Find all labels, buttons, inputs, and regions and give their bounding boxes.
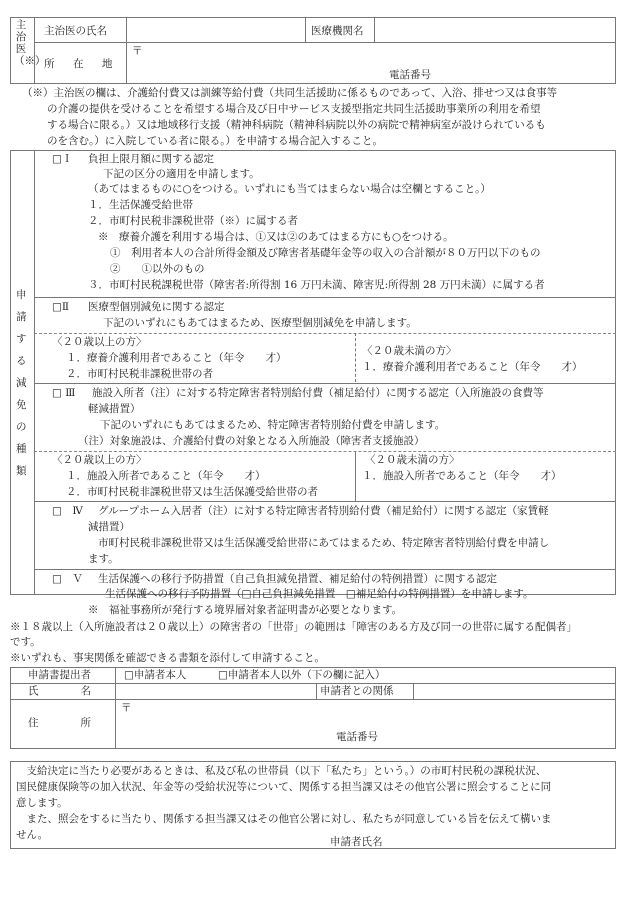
consent-line: 国民健康保険等の加入状況、年金等の受給状況等について、関係する担当課又はその他官公署に照会することに同 [16,781,552,793]
section5-note: ※ 福祉事務所が発行する境界層対象者証明書が必要となります。 [88,604,403,616]
consent-line: せん。 [16,829,49,841]
divider [34,333,616,334]
submitter-self-checkbox[interactable]: □申請者本人 [124,669,187,681]
side-char: 種 [16,443,27,455]
submitter-phone-label: 電話番号 [336,731,378,743]
note-line: ※１８歳以上（入所施設者は２０歳以上）の障害者の「世帯」の範囲は「障害のある方及び同一の世帯に属する配偶者」 [10,621,577,633]
submitter-other-checkbox[interactable]: □申請者本人以外（下の欄に記入） [218,669,386,681]
section2-adult-heading: 〈２０歳以上の方〉 [52,336,147,348]
side-char: 免 [16,399,27,411]
section1-option-2[interactable]: ２．市町村民税非課税世帯（※）に属する者 [88,215,298,227]
side-char: の [16,421,27,433]
side-char: す [16,333,27,345]
section3-adult-heading: 〈２０歳以上の方〉 [52,454,147,466]
signature-label: 申請者氏名 [330,836,383,848]
reduction-side-label [16,288,30,486]
submitter-name-label: 氏 名 [28,685,91,697]
section3-adult-item[interactable]: ２．市町村民税非課税世帯又は生活保護受給世帯の者 [66,486,318,498]
doctor-name-label: 主治医の氏名 [44,25,107,37]
signature-field[interactable] [390,833,610,847]
section4-title-cont: 減措置） [88,521,130,533]
doctor-note-line: の介護の提供を受けることを希望する場合及び日中サービス支援型指定共同生活援助事業所の利用を希望 [47,103,541,115]
section4-checkbox[interactable]: □ Ⅳ [52,505,83,517]
divider [34,17,35,84]
section3-title-cont: 軽減措置） [88,403,141,415]
note-line: です。 [10,636,41,648]
divider [34,451,616,452]
section3-desc: 下記のいずれにもあてはまるため、特定障害者特別給付費を申請します。 [100,419,446,431]
consent-line: また、照会をするに当たり、関係する担当課又はその他官公署に対し、私たちが同意している旨を伝えて構いま [16,813,552,825]
section2-adult-item[interactable]: １．療養介護利用者であること（年令 才） [66,352,287,364]
divider [316,683,317,699]
institution-field[interactable] [375,18,615,41]
section3-child-item[interactable]: １．施設入所者であること（年令 才） [362,470,562,482]
submitter-label: 申請書提出者 [28,669,91,681]
consent-line: 支給決定に当たり必要があるときは、私及び私の世帯員（以下「私たち」という。）の市町村民税の課税状況、 [16,765,547,777]
section2-child-item[interactable]: １．療養介護利用者であること（年令 才） [362,361,583,373]
section1-title: 負担上限月額に関する認定 [88,153,214,165]
section2-desc: 下記のいずれにもあてはまるため、医療型個別減免を申請します。 [103,317,417,329]
section1-suboption-2[interactable]: ② ①以外のもの [110,263,205,275]
section4-desc-cont: ます。 [88,553,119,565]
side-char: 申 [16,289,27,301]
doctor-note-line: する場合に限る。）又は地域移行支援（精神科病院（精神科病院以外の病院で精神病室が設けられているも [47,119,546,131]
divider [34,297,616,298]
section3-note: （注）対象施設は、介護給付費の対象となる入所施設（障害者支援施設） [78,435,425,447]
divider [355,333,356,382]
side-char: る [16,355,27,367]
section2-title: 医療型個別減免に関する認定 [88,301,225,313]
section3-title: 施設入所者（注）に対する特定障害者特別給付費（補足給付）に関する認定（入所施設の食費等 [92,387,544,399]
section3-adult-item[interactable]: １．施設入所者であること（年令 才） [66,470,266,482]
consent-line: 意します。 [16,797,68,809]
postal-mark: 〒 [132,45,143,57]
doctor-phone-label: 電話番号 [389,69,431,81]
relation-field[interactable] [414,684,615,698]
section2-adult-item[interactable]: ２．市町村民税非課税世帯の者 [66,368,213,380]
doctor-note-line: のを含む。）に入院している者に限る。）を申請する場合記入すること。 [47,135,383,147]
section4-title: グループホーム入居者（注）に対する特定障害者特別給付費（補足給付）に関する認定（家賃軽 [98,505,549,517]
submitter-name-field[interactable] [116,684,315,698]
divider [305,17,306,42]
side-char: 請 [16,311,27,323]
side-char: 類 [16,465,27,477]
doctor-address-label: 所 在 地 [44,58,117,70]
submitter-address-label: 住 所 [28,717,91,729]
section3-checkbox[interactable]: □ Ⅲ [52,387,76,399]
section4-desc: 市町村民税非課税世帯又は生活保護受給世帯にあてはまるため、特定障害者特別給付費を申請し [98,537,550,549]
section3-child-heading: 〈２０歳未満の方〉 [365,454,460,466]
section2-checkbox[interactable]: □Ⅱ [52,301,70,313]
section1-option-1[interactable]: １．生活保護受給世帯 [88,199,193,211]
doctor-name-field[interactable] [127,18,304,41]
doctor-address-field[interactable] [127,43,615,83]
submitter-postal-mark: 〒 [121,702,132,714]
divider [34,383,616,384]
section1-suboption-1[interactable]: ① 利用者本人の合計所得金額及び障害者基礎年金等の収入の合計額が８０万円以下のもの [110,247,541,259]
divider [355,451,356,501]
section1-line: （あてはまるものに○をつける。いずれにも当てはまらない場合は空欄とすること。） [88,183,491,195]
divider [34,569,616,570]
section1-checkbox[interactable]: □Ｉ [52,153,73,165]
doctor-note-line: （※）主治医の欄は、介護給付費又は訓練等給付費（共同生活援助に係るものであって、入浴、排せつ又は食事等 [22,87,558,99]
section5-desc: 生活保護への移行予防措置（□自己負担減免措置 □補足給付の特例措置）を申請します。 [105,588,534,600]
section5-title: 生活保護への移行予防措置（自己負担減免措置、補足給付の特例措置）に関する認定 [98,573,497,585]
institution-label: 医療機関名 [311,25,364,37]
section5-checkbox[interactable]: □ Ｖ [52,573,83,585]
note-line: ※いずれも、事実関係を確認できる書類を添付して申請すること。 [10,652,325,664]
doctor-side-label: 主治医（※） [14,19,46,67]
section1-option-3[interactable]: ３．市町村民税課税世帯（障害者:所得割 16 万円未満、障害児:所得割 28 万円未満）に属する者 [88,279,545,291]
section1-line: ※ 療養介護を利用する場合は、①又は②のあてはまる方にも○をつける。 [98,231,454,243]
divider [34,501,616,502]
side-char: 減 [16,377,27,389]
relation-label: 申請者との関係 [320,685,394,697]
divider [34,150,35,595]
section2-child-heading: 〈２０歳未満の方〉 [362,345,457,357]
section1-line: 下記の区分の適用を申請します。 [103,168,260,180]
